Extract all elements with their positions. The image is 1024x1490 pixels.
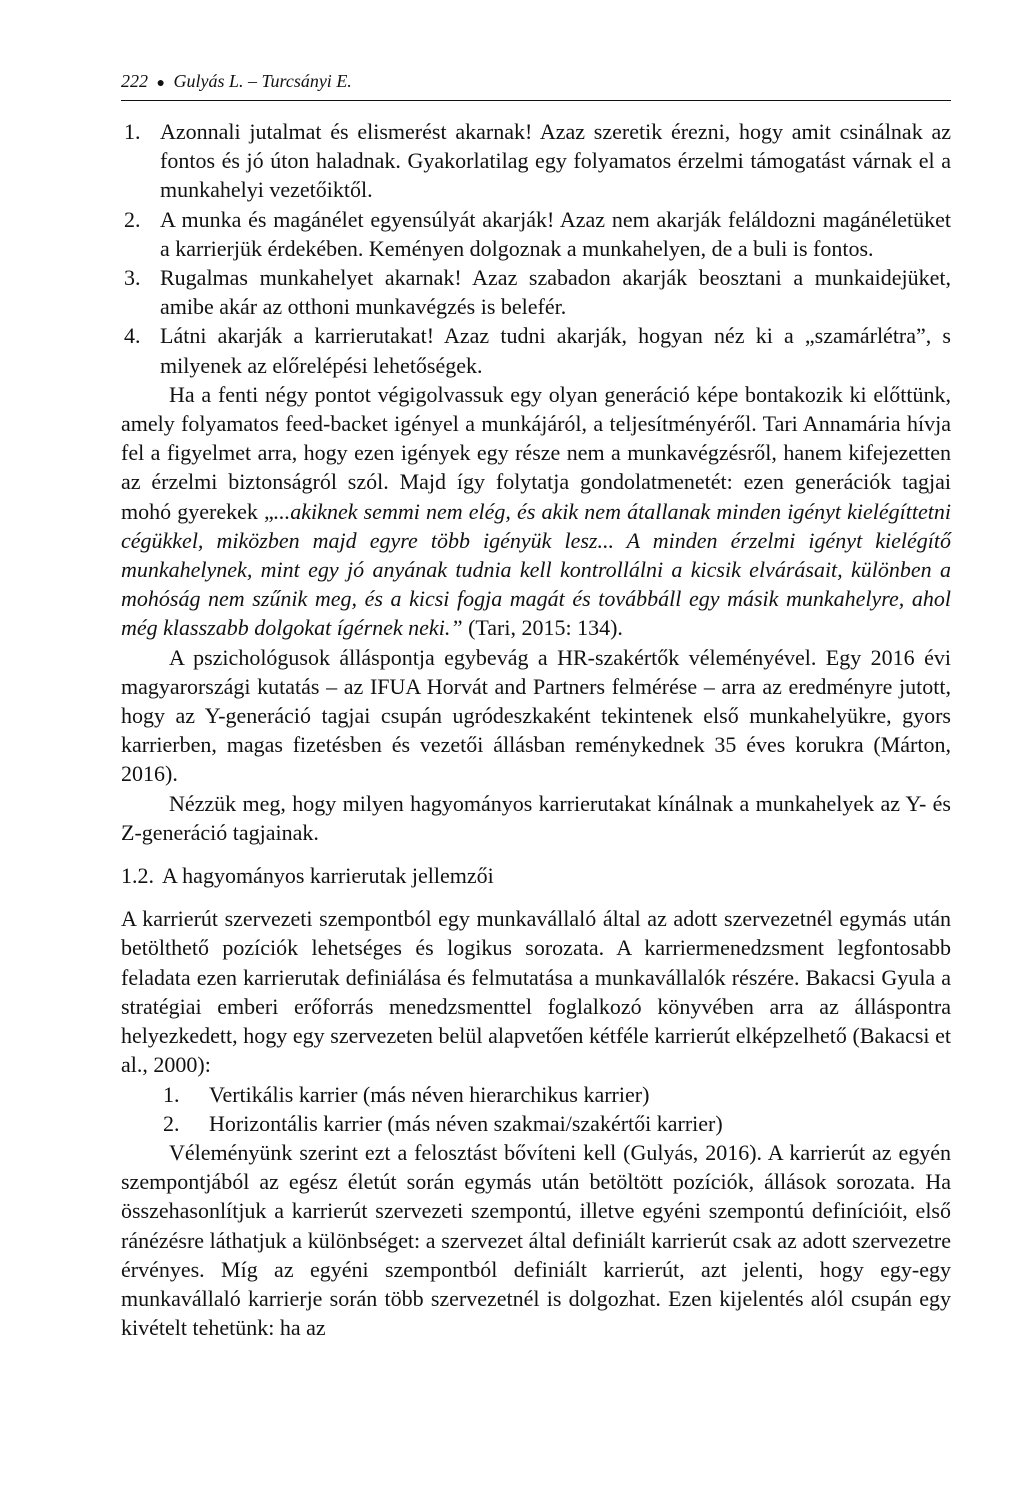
list-item (121, 263, 951, 321)
list-item-text: Azonnali jutalmat és elismerést akarnak! Azaz szeretik érezni, hogy amit csinálnak az fontos és jó úton haladnak. Gyakorlatilag egy folyamatos érzelmi támogatást várnak el a munkahelyi vezetőiktől. (160, 119, 951, 203)
list-item-text: Látni akarják a karrierutakat! Azaz tudni akarják, hogyan néz ki a „szamárlétra”, s milyenek az előrelépési lehetőségek. (160, 323, 951, 378)
quotation: ...akiknek semmi nem elég, és akik nem átallanak minden igényt kielégíttetni cégükkel, miközben majd egyre több igényük lesz... A minden érzelmi igényt kielégítő munkahelynek, mint egy jó anyának tudnia kell kontrollálni a kicsik elvárásait, különben a mohóság nem szűnik meg, és a kicsi fogja magát és továbbáll egy másik munkahelyre, ahol még klasszabb dolgokat ígérnek neki.” (121, 498, 952, 641)
list-item-text: A munka és magánélet egyensúlyát akarják! Azaz nem akarják feláldozni magánéletüket a karrierjük érdekében. Keményen dolgoznak a munkahelyen, de a buli is fontos. (160, 206, 951, 261)
paragraph-feedback (121, 380, 951, 643)
page-number: 222 (121, 71, 148, 91)
list-item-number: 1. (163, 1081, 180, 1107)
paragraph-opinion: Véleményünk szerint ezt a felosztást bővíteni kell (Gulyás, 2016). A karrierút az egyén szempontjából az egész életút során egymás után betöltött pozíciók, állások sorozata. Ha összehasonlítjuk a karrierút szervezeti szempontú, illetve egyéni szempontú definícióit, első ránézésre láthatjuk a különbséget: a szervezet által definiált karrierút csak az adott szervezetre érvényes. Míg az egyéni szempontból definiált karrierút, azt jelenti, hogy egy-egy munkavállaló karrierje során több szervezetnél is dolgozhat. Ezen kijelentés alól csupán egy kivételt tehetünk: ha az (121, 1139, 951, 1341)
header-authors: Gulyás L. – Turcsányi E. (173, 71, 352, 91)
list-item (121, 1109, 951, 1138)
list-item-text: Vertikális karrier (más néven hierarchikus karrier) (209, 1081, 650, 1107)
list-item-number: 2. (124, 206, 141, 232)
list-item (121, 117, 951, 205)
list-item-number: 4. (124, 323, 141, 349)
citation: (Tari, 2015: 134). (462, 615, 623, 641)
paragraph-lead: Ha a fenti négy pontot végigolvassuk egy olyan generáció képe bontakozik ki előttünk, amely folyamatos feed-backet igényel a munkájáról, a teljesítményéről. Tari Annamária hívja fel a figyelmet arra, hogy ezen igények egy része nem a munkavégzésről, hanem kifejezetten az érzelmi biztonságról szól. Majd így folytatja gondolatmenetét: ezen generációk tagjai mohó gyerekek „ (121, 381, 951, 524)
expectations-list (121, 117, 951, 380)
bullet-icon: ● (156, 76, 165, 91)
career-types-list (121, 1080, 951, 1138)
list-item-number: 1. (124, 119, 141, 144)
page (121, 70, 951, 1342)
list-item (121, 321, 951, 379)
list-item-text: Rugalmas munkahelyet akarnak! Azaz szabadon akarják beosztani a munkaidejüket, amibe akár az otthoni munkavégzés is belefér. (160, 265, 951, 320)
list-item-number: 3. (124, 265, 141, 291)
paragraph-psychologists: A pszichológusok álláspontja egybevág a HR-szakértők véleményével. Egy 2016 évi magyarországi kutatás – az IFUA Horvát and Partners felmérése – arra az eredményre jutott, hogy az Y-generáció tagjai csupán ugródeszkaként tekintenek első munkahelyükre, gyors karrierben, magas fizetésben és vezetői állásban reménykednek 35 éves korukra (Márton, 2016). (121, 644, 951, 787)
running-header (121, 70, 951, 101)
list-item (121, 1080, 951, 1109)
section-heading (121, 861, 951, 890)
paragraph-career-definition: A karrierút szervezeti szempontból egy munkavállaló által az adott szervezetnél egymás után betölthető pozíciók lehetséges és logikus sorozata. A karriermenedzsment legfontosabb feladata ezen karrierutak definiálása és felmutatása a munkavállalók részére. Bakacsi Gyula a stratégiai emberi erőforrás menedzsmenttel foglalkozó könyvében arra az álláspontra helyezkedett, hogy egy szervezeten belül alapvetően kétféle karrierút elképzelhető (Bakacsi et al., 2000): (121, 906, 951, 1078)
paragraph-transition: Nézzük meg, hogy milyen hagyományos karrierutakat kínálnak a munkahelyek az Y- és Z-generáció tagjainak. (121, 790, 951, 845)
section-number: 1.2. (121, 863, 154, 889)
section-title: A hagyományos karrierutak jellemzői (162, 863, 494, 889)
list-item (121, 205, 951, 263)
list-item-text: Horizontális karrier (más néven szakmai/szakértői karrier) (209, 1110, 723, 1136)
list-item-number: 2. (163, 1110, 180, 1136)
